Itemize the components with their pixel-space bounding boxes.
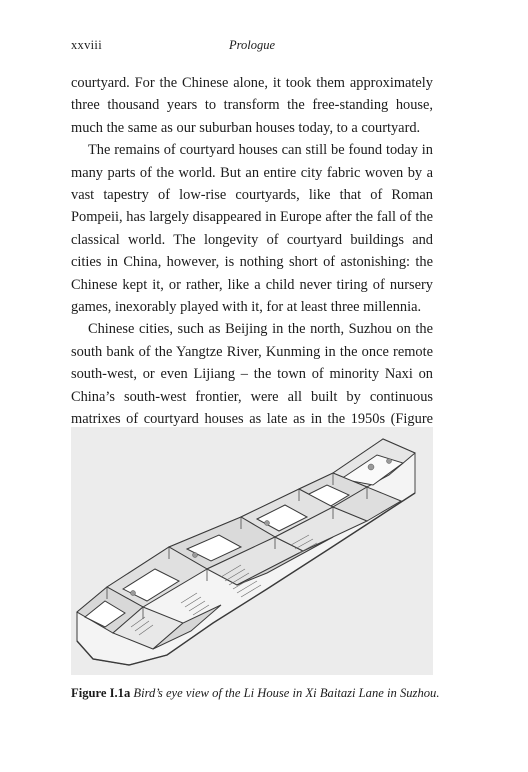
running-head [71, 38, 433, 58]
figure-caption [71, 685, 451, 702]
figure-caption-text: Bird’s eye view of the Li House in Xi Baitazi Lane in Suzhou. [133, 686, 440, 700]
page-number: xxviii [71, 38, 102, 52]
body-text [71, 72, 433, 453]
running-title: Prologue [228, 38, 276, 52]
paragraph: courtyard. For the Chinese alone, it took them approximately three thousand years to transform the free-standing house, much the same as our suburban houses today, to a courtyard. [71, 75, 433, 136]
paragraph: The remains of courtyard houses can still be found today in many parts of the world. But an entire city fabric woven by a vast tapestry of low-rise courtyards, like that of Roman Pompeii, has largely disappeared in Europe after the fall of the classical world. The longevity of courtyard buildings and cities in China, however, is nothing short of astonishing: the Chinese kept it, or rather, like a child never tiring of nursery games, inexorably played with it, for at least three millennia. [71, 142, 433, 316]
figure-label: Figure I.1a [71, 686, 131, 700]
paragraph: Chinese cities, such as Beijing in the north, Suzhou on the south bank of the Yangtze River, Kunming in the once remote south-west, or even Lijiang – the town of minority Naxi on China’s south-west frontier, were all built by continuous matrixes of courtyard houses as late as in the 1950s (Figure [71, 321, 433, 428]
figure-li-house-drawing [71, 427, 433, 675]
isometric-drawing [71, 427, 433, 675]
